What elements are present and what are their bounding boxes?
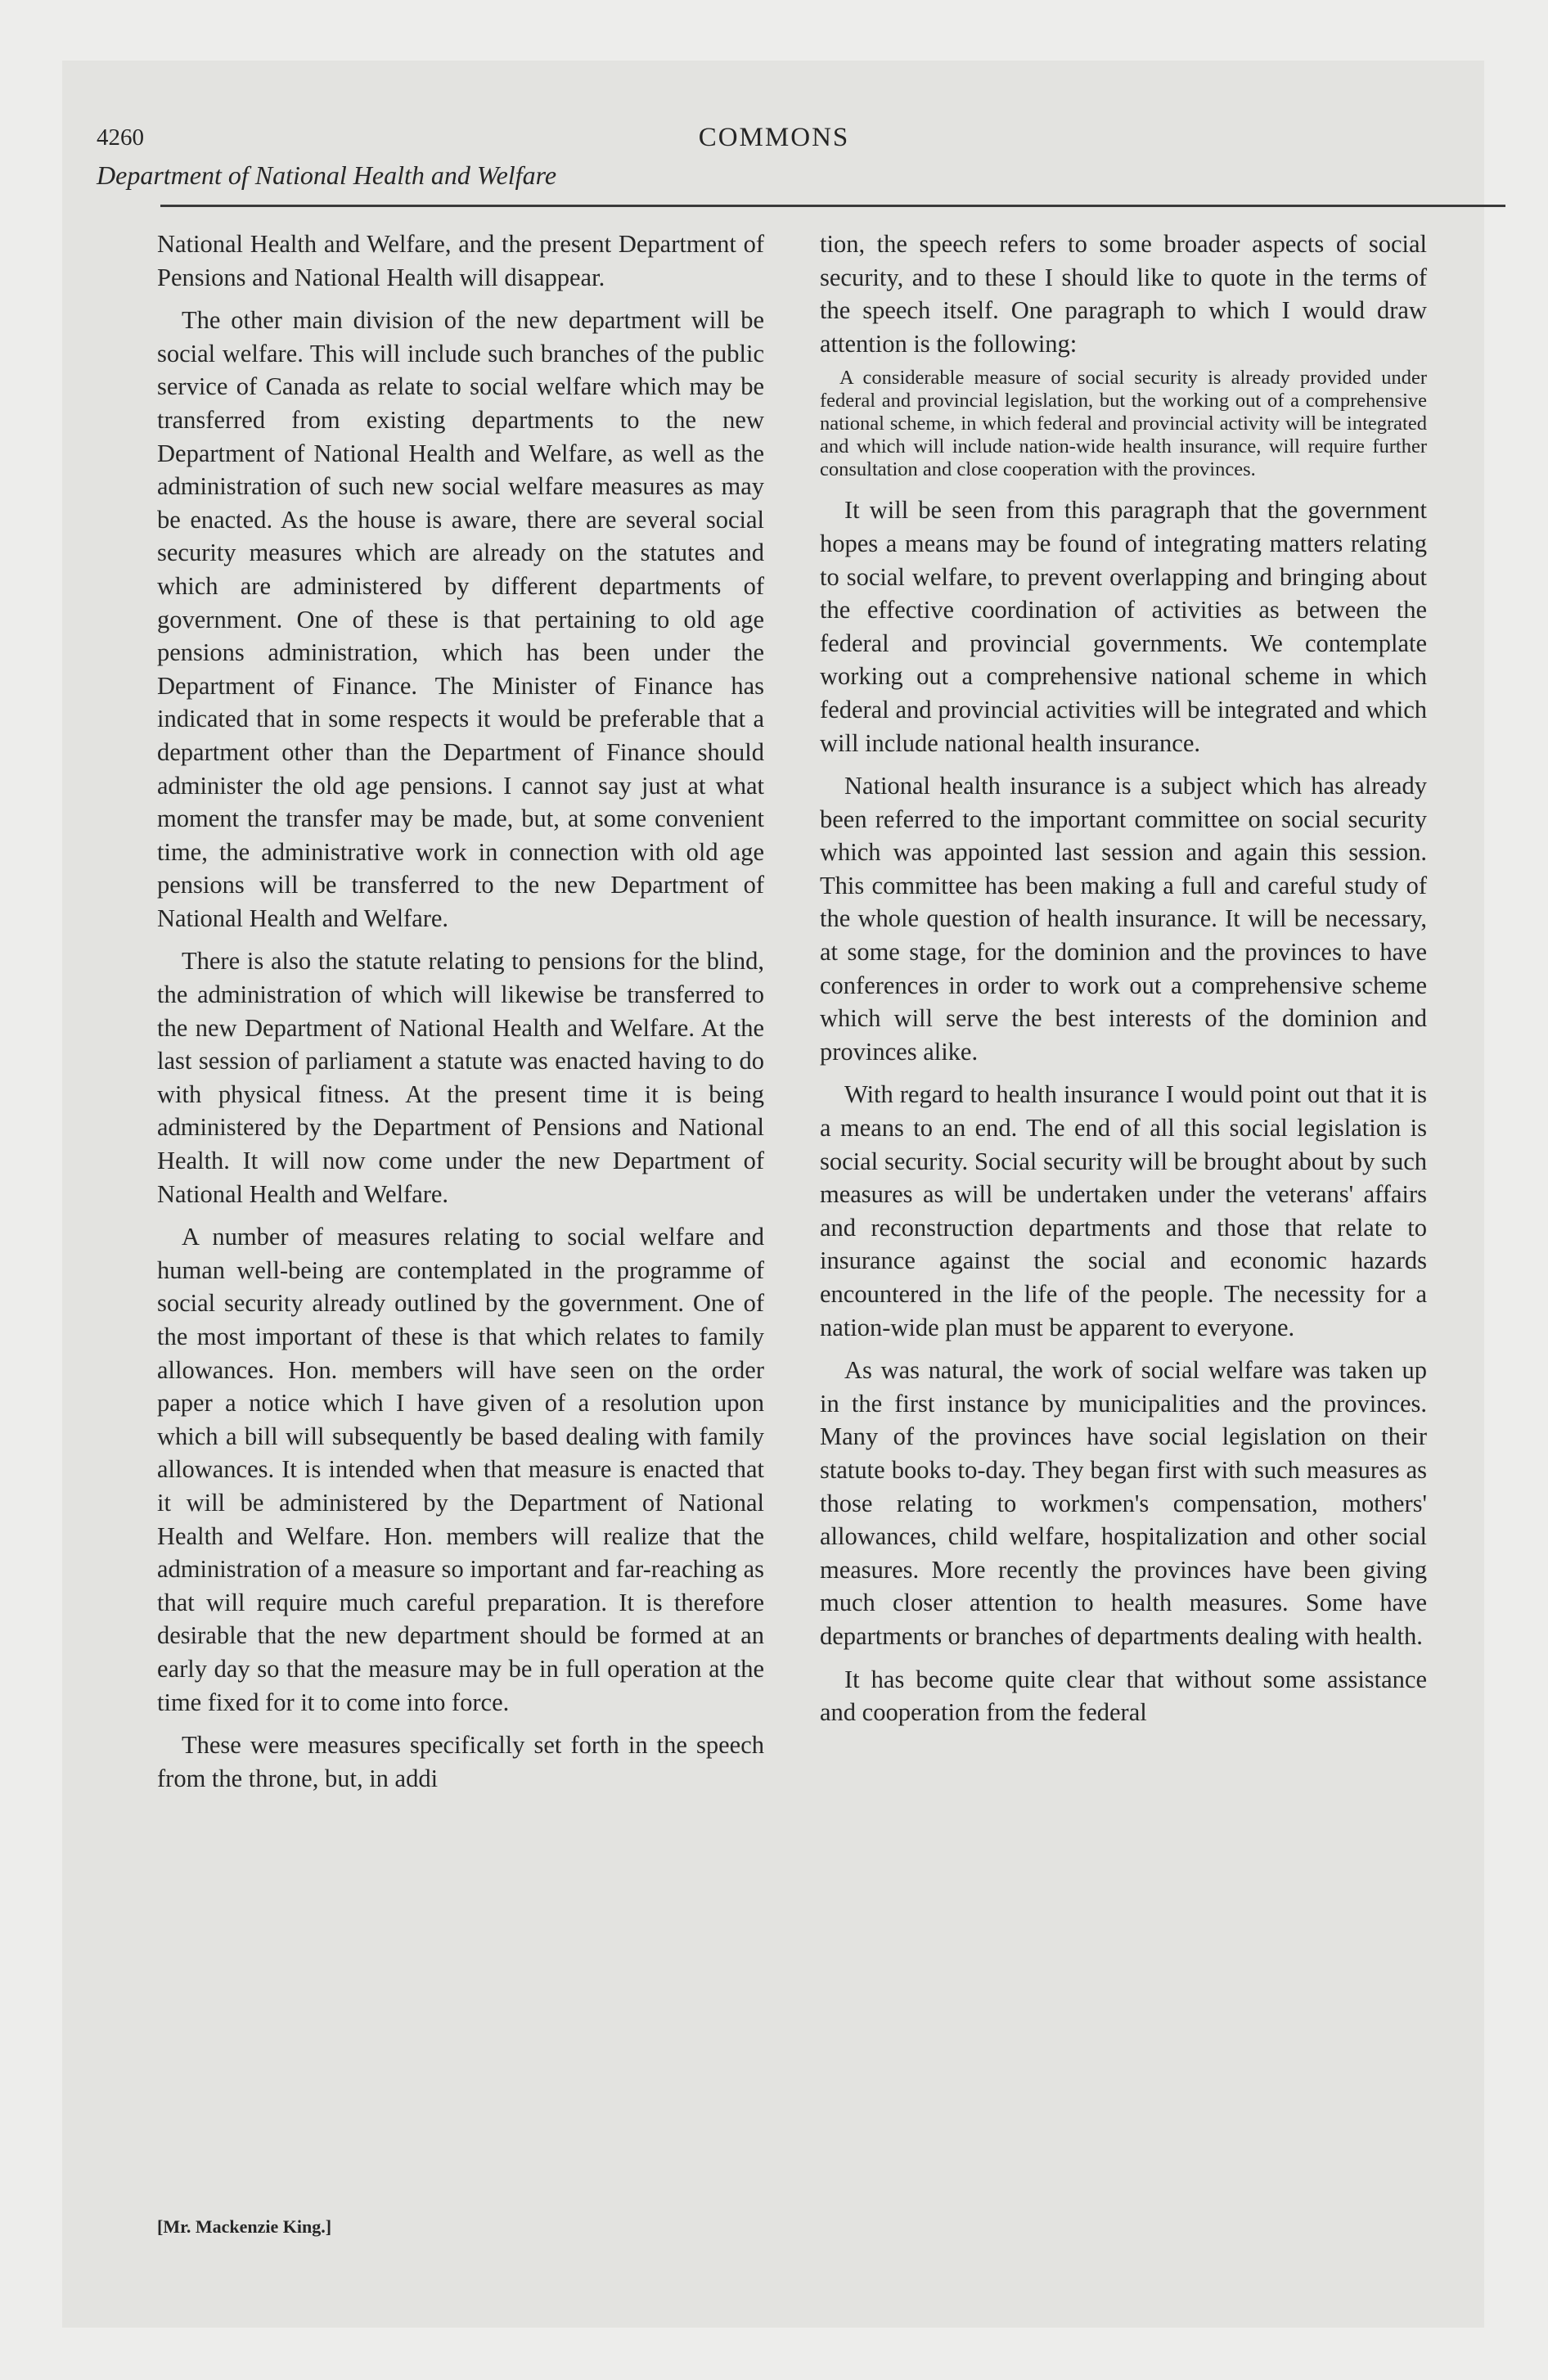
paragraph: There is also the statute relating to pensions for the blind, the administration of which will likewise be transferred to the new Department of National Health and Welfare. At the last session of parliament a statute was enacted having to do with physical fitness. At the present time it is being administered by the Department of Pensions and National Health. It will now come under the new Department of National Health and Welfare. xyxy=(157,947,764,1208)
paragraph: A number of measures relating to social welfare and human well-being are contemplated in the programme of social security already outlined by the government. One of the most important of these is that which relates to family allowances. Hon. members will have seen on the order paper a notice which I have given of a resolution upon which a bill will subsequently be based dealing with family allowances. It is intended when that measure is enacted that it will be administered by the Department of National Health and Welfare. Hon. members will realize that the administration of a measure so important and far-reaching as that will require much careful preparation. It is therefore desirable that the new department should be formed at an early day so that the measure may be in full operation at the time fixed for it to come into force. xyxy=(157,1223,764,1716)
header-divider xyxy=(160,205,1505,207)
paragraph: These were measures specifically set forth in the speech from the throne, but, in addi xyxy=(157,1731,764,1792)
speaker-attribution: [Mr. Mackenzie King.] xyxy=(157,2216,332,2237)
left-column xyxy=(157,228,764,1795)
paragraph: National Health and Welfare, and the present Department of Pensions and National Health will disappear. xyxy=(157,230,764,291)
paragraph: The other main division of the new department will be social welfare. This will include such branches of the public service of Canada as relate to social welfare which may be transferred from existing departments to the new Department of National Health and Welfare, as well as the administration of such new social welfare measures as may be enacted. As the house is aware, there are several social security measures which are already on the statutes and which are administered by different departments of government. One of these is that pertaining to old age pensions administration, which has been under the Department of Finance. The Minister of Finance has indicated that in some respects it would be preferable that a department other than the Department of Finance should administer the old age pensions. I cannot say just at what moment the transfer may be made, but, at some convenient time, the administrative work in connection with old age pensions will be transferred to the new Department of National Health and Welfare. xyxy=(157,306,764,932)
paragraph: National health insurance is a subject which has already been referred to the important committee on social security which was appointed last session and again this session. This committee has been making a full and careful study of the whole question of health insurance. It will be necessary, at some stage, for the dominion and the provinces to have conferences in order to work out a comprehensive scheme which will serve the best interests of the dominion and provinces alike. xyxy=(820,772,1427,1066)
block-quote: A considerable measure of social security is already provided under federal and provincial legislation, but the working out of a comprehensive national scheme, in which federal and provincial activity will be integrated and which will include nation-wide health insurance, will require further consultation and close cooperation with the provinces. xyxy=(820,367,1427,480)
paragraph: tion, the speech refers to some broader aspects of social security, and to these I should like to quote in the terms of the speech itself. One paragraph to which I would draw attention is the following: xyxy=(820,230,1427,358)
page-title: COMMONS xyxy=(698,123,850,152)
paragraph: It will be seen from this paragraph that the government hopes a means may be found of integrating matters relating to social welfare, to prevent overlapping and bringing about the effective coordination of activities as between the federal and provincial governments. We contemplate working out a comprehensive national scheme in which federal and provincial activities will be integrated and which will include national health insurance. xyxy=(820,496,1427,757)
right-column xyxy=(820,228,1427,1729)
page-number: 4260 xyxy=(97,124,144,151)
paragraph: It has become quite clear that without some assistance and cooperation from the federal xyxy=(820,1665,1427,1727)
paragraph: With regard to health insurance I would point out that it is a means to an end. The end of all this social legislation is social security. Social security will be brought about by such measures as will be undertaken under the veterans' affairs and reconstruction departments and those that relate to insurance against the social and economic hazards encountered in the life of the people. The necessity for a nation-wide plan must be apparent to everyone. xyxy=(820,1080,1427,1341)
paragraph: As was natural, the work of social welfare was taken up in the first instance by municipalities and the provinces. Many of the provinces have social legislation on their statute books to-day. They began first with such measures as those relating to workmen's compensation, mothers' allowances, child welfare, hospitalization and other social measures. More recently the provinces have been giving much closer attention to health measures. Some have departments or branches of departments dealing with health. xyxy=(820,1356,1427,1650)
section-heading: Department of National Health and Welfare xyxy=(97,160,557,190)
